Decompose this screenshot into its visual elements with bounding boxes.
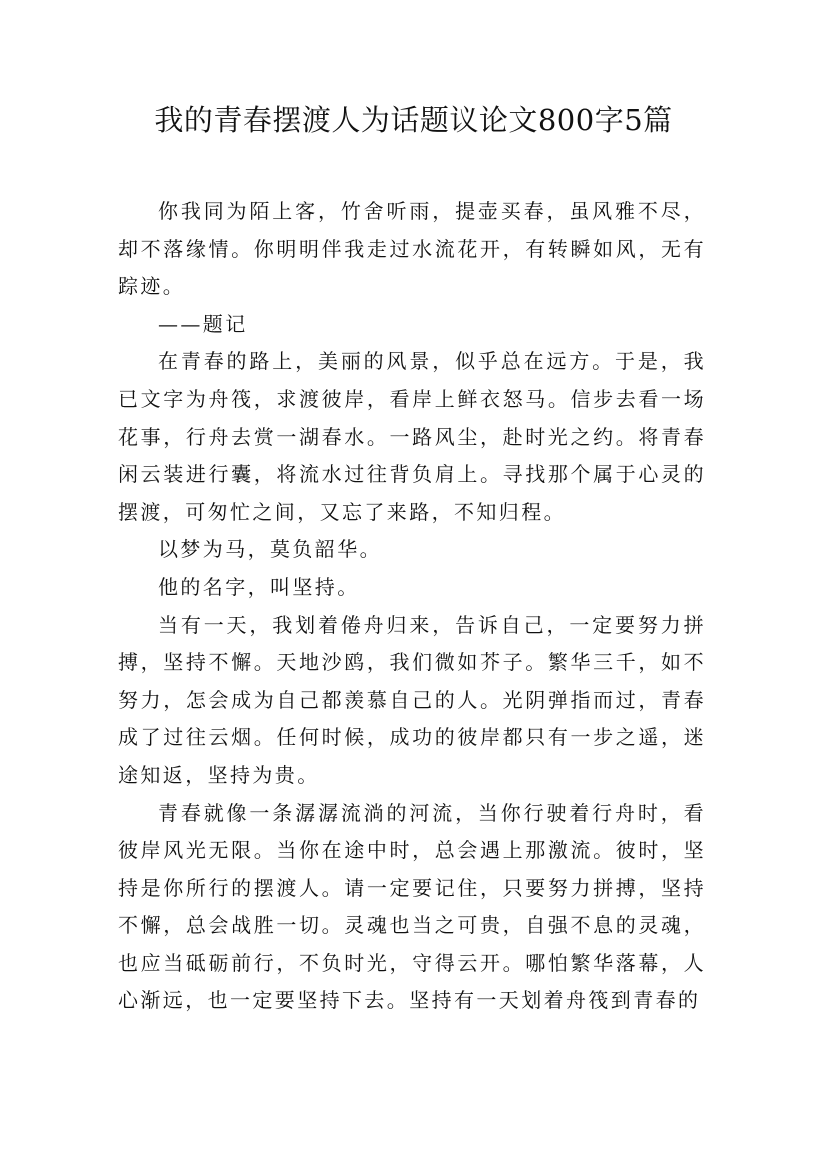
- paragraph-name-persistence: 他的名字，叫坚持。: [158, 574, 360, 599]
- document-title: 我的青春摆渡人为话题议论文800字5篇: [154, 103, 673, 137]
- paragraph-epigraph-note: ——题记: [158, 311, 248, 336]
- paragraph-youth-road: 在青春的路上，美丽的风景，似乎总在远方。于是，我已文字为舟筏，求渡彼岸，看岸上鲜衣怒马。信步去看一场花事，行舟去赏一湖春水。一路风尘，赴时光之约。将青春闲云装进行囊，将流水过往背负肩上。寻找那个属于心灵的摆渡，可匆忙之间，又忘了来路，不知归程。: [118, 349, 706, 524]
- paragraph-return-boat: 当有一天，我划着倦舟归来，告诉自己，一定要努力拼搏，坚持不懈。天地沙鸥，我们微如芥子。繁华三千，如不努力，怎会成为自己都羡慕自己的人。光阴弹指而过，青春成了过往云烟。任何时候，成功的彼岸都只有一步之遥，迷途知返，坚持为贵。: [118, 612, 706, 787]
- document-body: [118, 193, 706, 1020]
- paragraph-intro: 你我同为陌上客，竹舍听雨，提壶买春，虽风雅不尽，却不落缘情。你明明伴我走过水流花开，有转瞬如风，无有踪迹。: [118, 199, 706, 299]
- paragraph-dream-horse: 以梦为马，莫负韶华。: [158, 537, 382, 562]
- paragraph-youth-river: 青春就像一条潺潺流淌的河流，当你行驶着行舟时，看彼岸风光无限。当你在途中时，总会遇上那激流。彼时，坚持是你所行的摆渡人。请一定要记住，只要努力拼搏，坚持不懈，总会战胜一切。灵魂也当之可贵，自强不息的灵魂，也应当砥砺前行，不负时光，守得云开。哪怕繁华落幕，人心渐远，也一定要坚持下去。坚持有一天划着舟筏到青春的: [118, 800, 706, 1013]
